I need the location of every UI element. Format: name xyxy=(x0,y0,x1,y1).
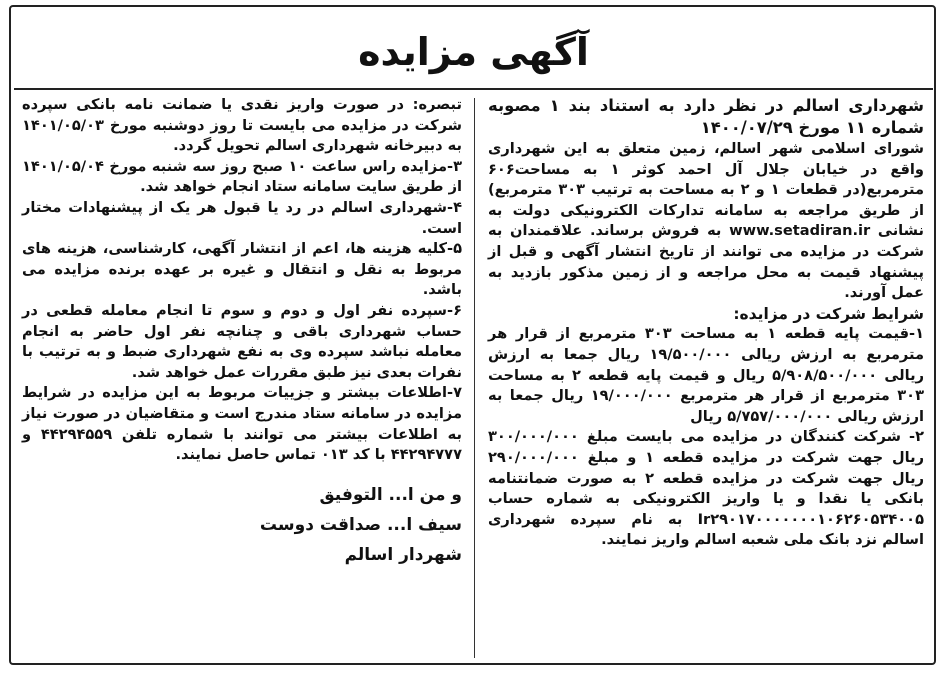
condition-item-2: ۲- شرکت کنندگان در مزایده می بایست مبلغ ۳۰۰/۰۰۰/۰۰۰ ریال جهت شرکت در مزایده قطعه ۱ و مبلغ ۲۹۰/۰۰۰/۰۰۰ ریال جهت شرکت در مزایده قطعه ۲ به صورت ضمانتنامه بانکی یا نقدا و یا واریز الکترونیکی به شماره حساب Ir۲۹۰۱۷۰۰۰۰۰۰۰۱۰۶۲۶۰۵۳۴۰۰۵ به نام سپرده شهرداری اسالم نزد بانک ملی شعبه اسالم واریز نمایند. xyxy=(488,428,924,549)
condition-item-5: ۵-کلیه هزینه ها، اعم از انتشار آگهی، کارشناسی، هزینه های مربوط به نقل و انتقال و غیره بر عهده برنده مزایده می باشد. xyxy=(22,240,462,299)
note-paragraph: تبصره: در صورت واریز نقدی یا ضمانت نامه بانکی سپرده شرکت در مزایده می بایست تا روز دوشنبه مورخ ۱۴۰۱/۰۵/۰۳ به دبیرخانه شهرداری اسالم تحویل گردد. xyxy=(22,96,462,155)
lead-paragraph: شهرداری اسالم در نظر دارد به استناد بند ۱ مصوبه شماره ۱۱ مورخ ۱۴۰۰/۰۷/۲۹ xyxy=(488,96,924,137)
condition-item-3: ۳-مزایده راس ساعت ۱۰ صبح روز سه شنبه مورخ ۱۴۰۱/۰۵/۰۴ از طریق سایت سامانه ستاد انجام خواهد شد. xyxy=(22,157,462,196)
condition-item-7: ۷-اطلاعات بیشتر و جزییات مربوط به این مزایده در شرایط مزایده در سامانه ستاد مندرج است و متقاضیان در صورت نیاز به اطلاعات بیشتر می توانند با شماره تلفن ۴۴۲۹۴۵۵۹ و ۴۴۲۹۴۷۷۷ با کد ۰۱۳ تماس حاصل نمایند. xyxy=(22,384,462,464)
column-divider xyxy=(474,98,475,658)
conditions-heading: شرایط شرکت در مزایده: xyxy=(733,304,924,323)
left-column xyxy=(22,95,462,570)
title-divider xyxy=(14,88,933,90)
condition-item-1: ۱-قیمت پایه قطعه ۱ به مساحت ۳۰۳ مترمربع از قرار هر مترمربع به ارزش ریالی ۱۹/۵۰۰/۰۰۰ ریال جمعا به ارزش ریالی ۵/۹۰۸/۵۰۰/۰۰۰ ریال و قیمت پایه قطعه ۲ به مساحت ۳۰۳ مترمربع از قرار هر مترمربع ۱۹/۰۰۰/۰۰۰ ریال جمعا به ارزش ریالی ۵/۷۵۷/۰۰۰/۰۰۰ ریال xyxy=(488,325,925,425)
condition-item-4: ۴-شهرداری اسالم در رد یا قبول هر یک از پیشنهادات مختار است. xyxy=(22,198,462,237)
intro-paragraph: شورای اسلامی شهر اسالم، زمین متعلق به این شهرداری واقع در خیابان جلال آل احمد کوثر ۱ به مساحت۶۰۶ مترمربع(در قطعات ۱ و ۲ به مساحت به ترتیب ۳۰۳ مترمربع) از طریق مراجعه به سامانه تدارکات الکترونیکی دولت به نشانی www.setadiran.ir به فروش برساند. علاقمندان به شرکت در مزایده می توانند از تاریخ انتشار آگهی و قبل از پیشنهاد قیمت به محل مراجعه و از زمین مذکور بازدید به عمل آورند. xyxy=(488,140,925,302)
condition-item-6: ۶-سپرده نفر اول و دوم و سوم تا انجام معامله قطعی در حساب شهرداری باقی و چنانچه نفر اول حاضر به انجام معامله نباشد سپرده وی به نفع شهرداری ضبط و به ترتیب با نفرات بعدی نیز طبق مقررات عمل خواهد شد. xyxy=(22,301,462,381)
signer-title: شهردار اسالم xyxy=(344,544,462,565)
right-column xyxy=(488,95,924,551)
closing-phrase: و من ا... التوفیق xyxy=(319,484,462,505)
signer-name: سیف ا... صداقت دوست xyxy=(259,514,462,535)
page-title: آگهی مزایده xyxy=(358,30,589,74)
signature-block xyxy=(22,480,462,570)
